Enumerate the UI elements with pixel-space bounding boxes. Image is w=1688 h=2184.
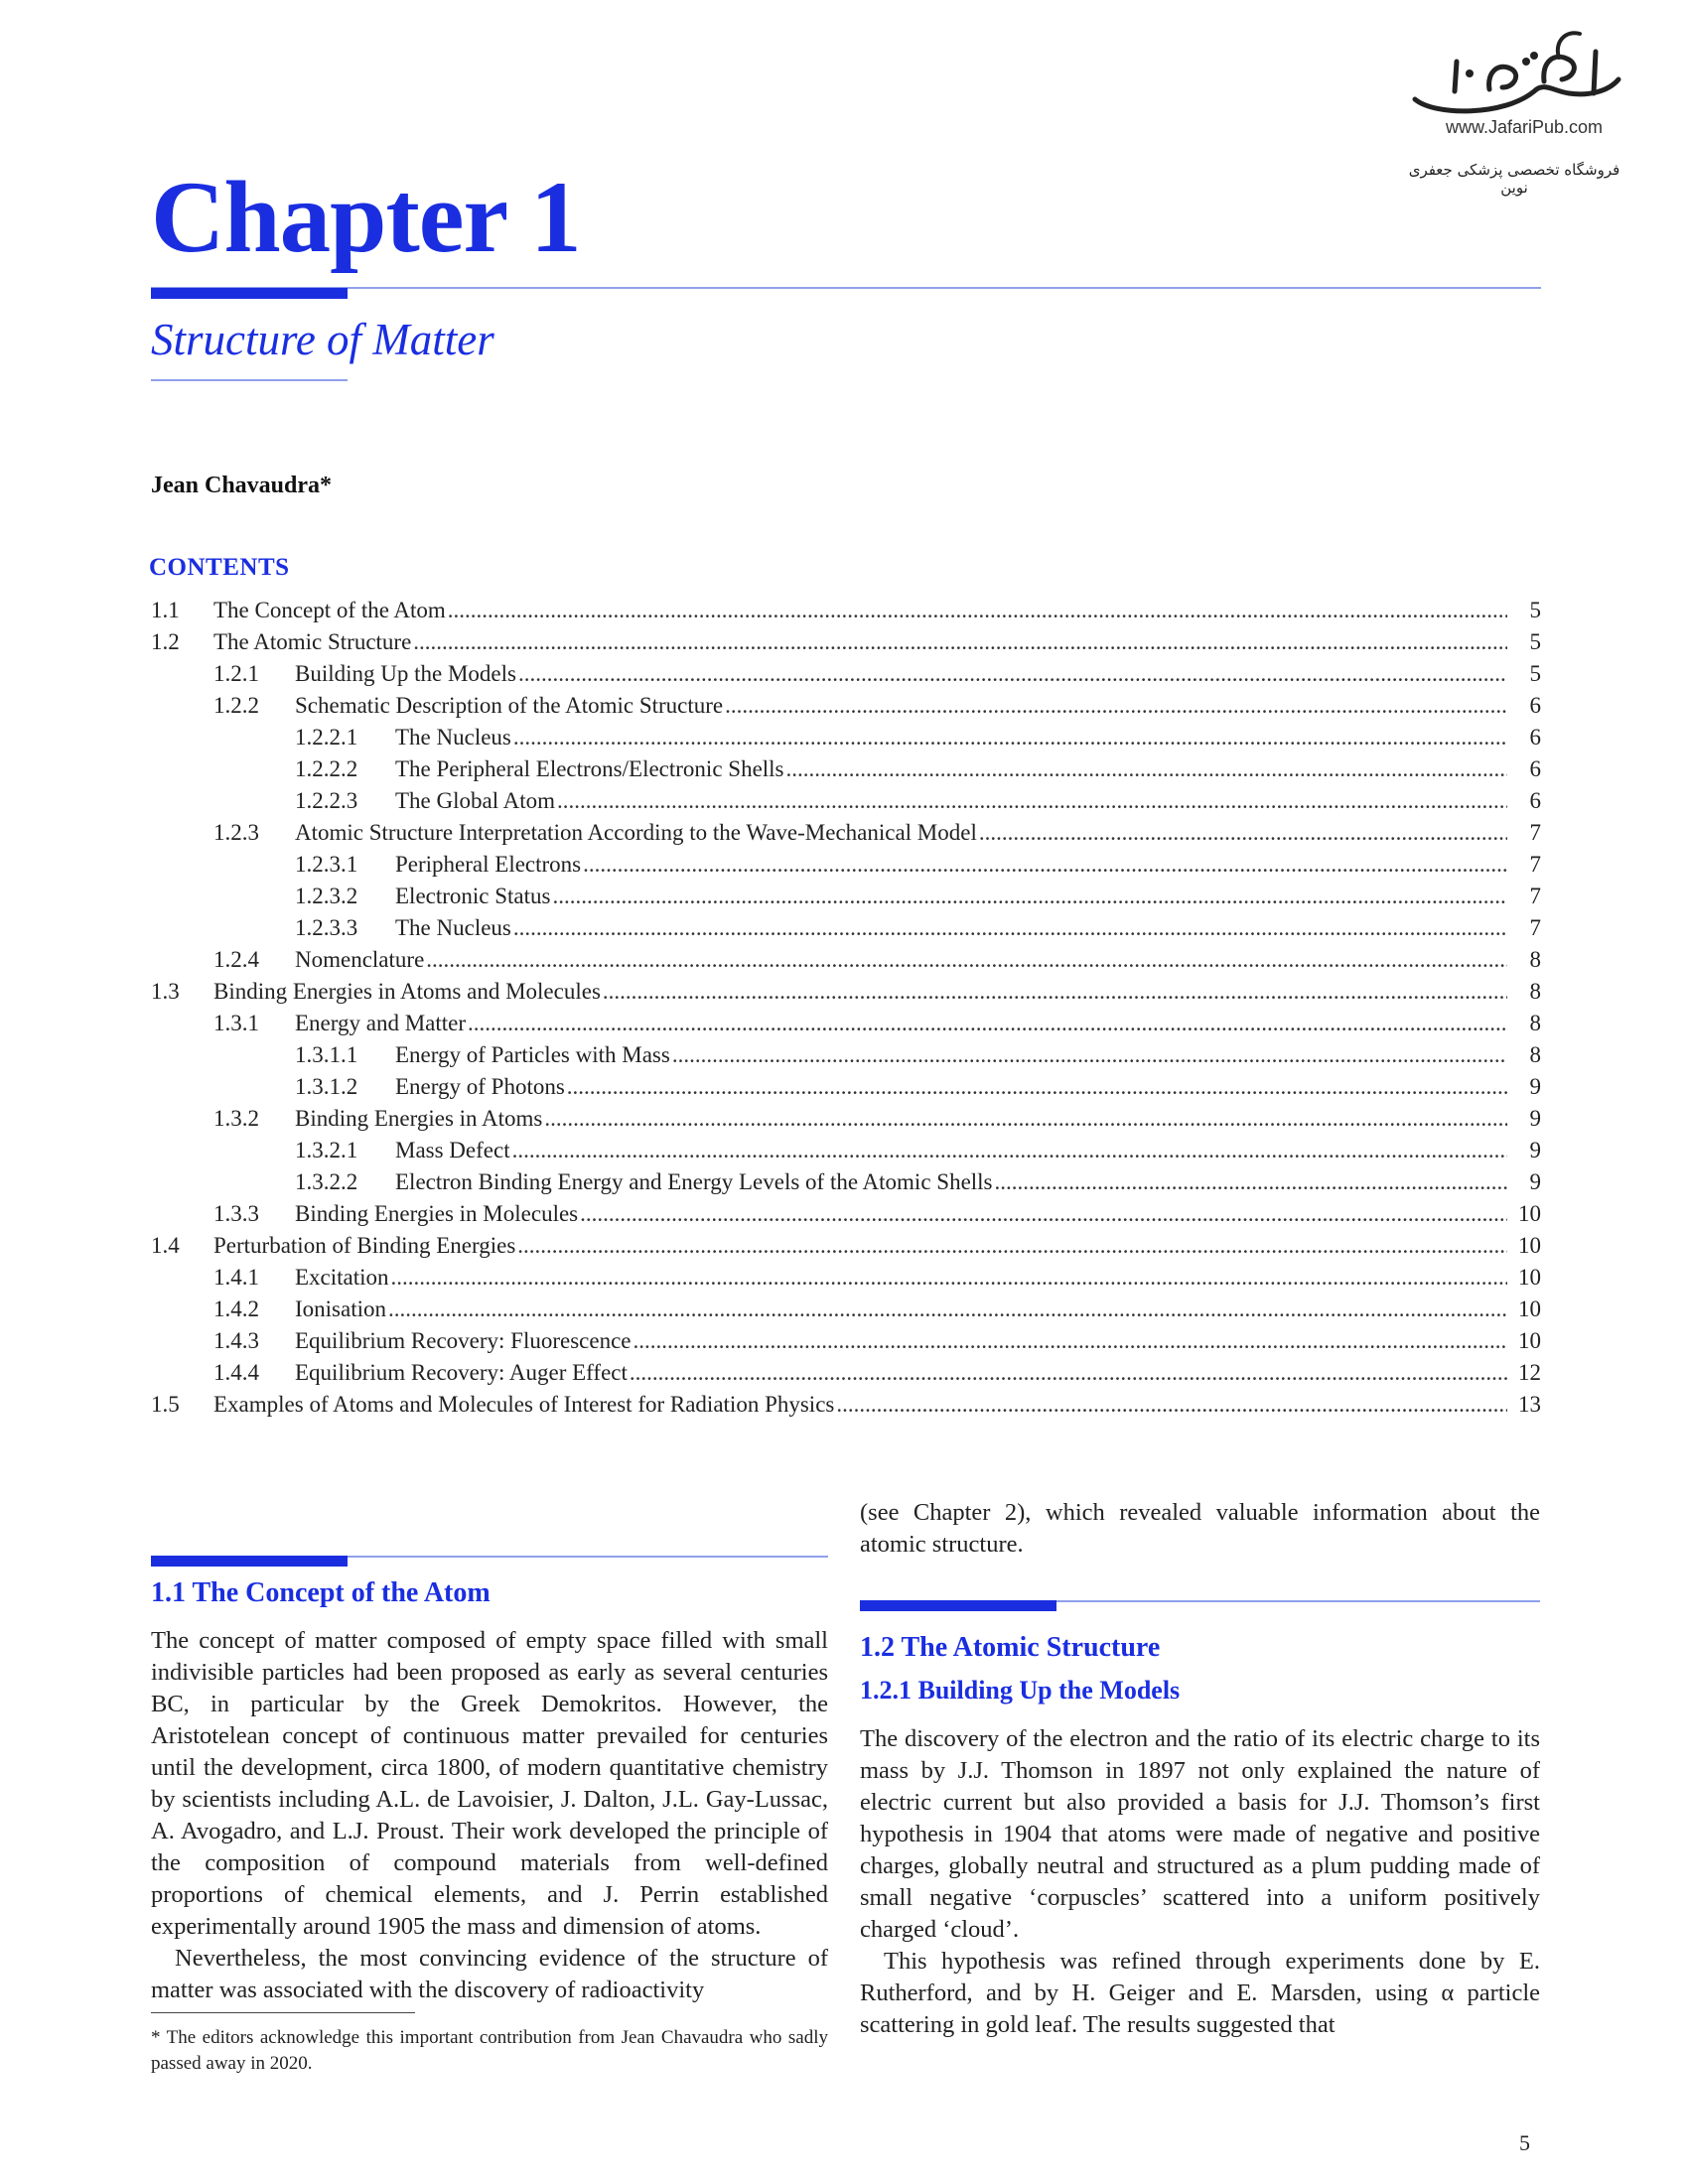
toc-entry-title: Atomic Structure Interpretation According to the Wave-Mechanical Model: [295, 817, 979, 849]
toc-entry-title: Binding Energies in Atoms: [295, 1103, 544, 1135]
toc-entry-title: Mass Defect: [395, 1135, 512, 1166]
toc-entry-number: 1.3.1.1: [295, 1042, 358, 1067]
paragraph: This hypothesis was refined through experiments done by E. Rutherford, and by H. Geiger and E. Marsden, using α particle scattering in gold leaf. The results suggested that: [860, 1948, 1540, 2038]
toc-entry[interactable]: [151, 1198, 1541, 1230]
section-rule: [860, 1600, 1540, 1614]
toc-entry-leader: [295, 944, 1507, 976]
toc-dot-leader: [672, 1039, 1507, 1071]
toc-entry-leader: [295, 817, 1507, 849]
left-column: [151, 1556, 828, 2006]
toc-entry-page: 10: [1518, 1297, 1541, 1321]
calligraphy-logo-icon: [1395, 22, 1633, 121]
toc-entry-title: Schematic Description of the Atomic Structure: [295, 690, 725, 722]
toc-entry-leader: [395, 849, 1507, 881]
toc-entry-title: Building Up the Models: [295, 658, 518, 690]
section-heading-1-2: 1.2 The Atomic Structure: [860, 1632, 1161, 1663]
toc-entry[interactable]: [151, 817, 1541, 849]
toc-entry[interactable]: [151, 1071, 1541, 1103]
toc-entry-title: Peripheral Electrons: [395, 849, 583, 881]
toc-entry-page: 10: [1518, 1265, 1541, 1290]
toc-entry-number: 1.4.3: [213, 1328, 259, 1353]
toc-entry-page: 6: [1529, 788, 1541, 813]
toc-entry-page: 9: [1529, 1169, 1541, 1194]
toc-entry-page: 10: [1518, 1201, 1541, 1226]
toc-entry-title: The Global Atom: [395, 785, 557, 817]
author-name: Jean Chavaudra*: [151, 473, 333, 498]
toc-entry[interactable]: [151, 1008, 1541, 1039]
toc-entry-leader: [295, 1008, 1507, 1039]
toc-entry-number: 1.2: [151, 629, 180, 654]
toc-entry[interactable]: [151, 1166, 1541, 1198]
toc-entry-title: Perturbation of Binding Energies: [213, 1230, 517, 1262]
toc-dot-leader: [413, 626, 1507, 658]
toc-entry-leader: [395, 1166, 1507, 1198]
toc-dot-leader: [557, 785, 1507, 817]
chapter-rule-thick: [151, 288, 348, 299]
toc-dot-leader: [517, 1230, 1507, 1262]
toc-entry-page: 13: [1518, 1392, 1541, 1417]
toc-dot-leader: [979, 817, 1507, 849]
chapter-title: Chapter 1: [151, 161, 581, 274]
toc-entry-leader: [395, 753, 1507, 785]
toc-entry-leader: [295, 1198, 1507, 1230]
footnote: * The editors acknowledge this important contribution from Jean Chavaudra who sadly passed away in 2020.: [151, 2027, 828, 2074]
toc-entry-number: 1.4: [151, 1233, 180, 1258]
toc-entry-number: 1.4.2: [213, 1297, 259, 1321]
toc-dot-leader: [448, 595, 1507, 626]
toc-entry-title: Energy and Matter: [295, 1008, 468, 1039]
toc-entry-page: 7: [1529, 820, 1541, 845]
toc-entry-page: 5: [1529, 598, 1541, 622]
toc-entry[interactable]: [151, 1039, 1541, 1071]
toc-entry[interactable]: [151, 595, 1541, 626]
toc-entry[interactable]: [151, 722, 1541, 753]
toc-entry-title: Electronic Status: [395, 881, 553, 912]
toc-entry[interactable]: [151, 1389, 1541, 1421]
toc-entry-leader: [295, 1357, 1507, 1389]
toc-entry-leader: [395, 1071, 1507, 1103]
toc-entry[interactable]: [151, 849, 1541, 881]
toc-dot-leader: [603, 976, 1507, 1008]
table-of-contents: [151, 595, 1541, 1421]
toc-dot-leader: [553, 881, 1508, 912]
toc-entry-number: 1.3.2.2: [295, 1169, 358, 1194]
toc-entry-leader: [295, 658, 1507, 690]
toc-dot-leader: [583, 849, 1507, 881]
toc-entry-title: Examples of Atoms and Molecules of Interest for Radiation Physics: [213, 1389, 836, 1421]
toc-entry-number: 1.1: [151, 598, 180, 622]
toc-entry[interactable]: [151, 881, 1541, 912]
toc-entry-title: The Nucleus: [395, 722, 513, 753]
footnote-rule: [151, 2012, 415, 2013]
toc-dot-leader: [786, 753, 1507, 785]
section-heading-1-1: 1.1 The Concept of the Atom: [151, 1577, 491, 1608]
toc-entry-number: 1.4.4: [213, 1360, 259, 1385]
toc-entry-number: 1.2.3: [213, 820, 259, 845]
toc-dot-leader: [513, 912, 1507, 944]
toc-entry[interactable]: [151, 1262, 1541, 1294]
toc-dot-leader: [633, 1325, 1507, 1357]
toc-entry-number: 1.3.2.1: [295, 1138, 358, 1162]
toc-entry-title: Equilibrium Recovery: Fluorescence: [295, 1325, 633, 1357]
toc-entry-leader: [213, 1230, 1507, 1262]
toc-entry-leader: [295, 1262, 1507, 1294]
toc-dot-leader: [544, 1103, 1507, 1135]
toc-entry-page: 9: [1529, 1106, 1541, 1131]
toc-entry-title: Equilibrium Recovery: Auger Effect: [295, 1357, 630, 1389]
toc-entry-number: 1.5: [151, 1392, 180, 1417]
toc-dot-leader: [567, 1071, 1507, 1103]
toc-entry-number: 1.2.1: [213, 661, 259, 686]
toc-entry-page: 5: [1529, 661, 1541, 686]
toc-entry-page: 7: [1529, 852, 1541, 877]
toc-entry-number: 1.2.3.2: [295, 884, 358, 908]
toc-entry-title: Energy of Particles with Mass: [395, 1039, 672, 1071]
publisher-url[interactable]: www.JafariPub.com: [1445, 117, 1604, 137]
toc-dot-leader: [518, 658, 1507, 690]
toc-entry-leader: [395, 722, 1507, 753]
paragraph: The discovery of the electron and the ratio of its electric charge to its mass by J.J. Thomson in 1897 not only explained the nature of electric current but also provided a basis for J.J. Thomson’s first hypothesis in 1904 that atoms were made of negative and positive charges, globally neutral and structured as a plum pudding made of small negative ‘corpuscles’ scattered into a uniform positively charged ‘cloud’.: [860, 1725, 1540, 1943]
toc-entry-page: 5: [1529, 629, 1541, 654]
toc-dot-leader: [995, 1166, 1507, 1198]
paragraph: The concept of matter composed of empty space filled with small indivisible particles had been proposed as early as several centuries BC, in particular by the Greek Demokritos. However, the Aristotelean concept of continuous matter prevailed for centuries until the development, circa 1800, of modern quantitative chemistry by scientists including A.L. de Lavoisier, J. Dalton, J.L. Gay-Lussac, A. Avogadro, and L.J. Proust. Their work developed the principle of the composition of compound materials from well-defined proportions of chemical elements, and J. Perrin established experimentally around 1905 the mass and dimension of atoms.: [151, 1627, 828, 1940]
publisher-tagline: فروشگاه تخصصی پزشکی جعفری نوین: [1408, 161, 1620, 197]
toc-entry-title: The Concept of the Atom: [213, 595, 448, 626]
toc-dot-leader: [630, 1357, 1507, 1389]
toc-entry-page: 9: [1529, 1074, 1541, 1099]
toc-entry-number: 1.3: [151, 979, 180, 1004]
toc-entry[interactable]: [151, 1357, 1541, 1389]
toc-entry[interactable]: [151, 658, 1541, 690]
toc-dot-leader: [513, 722, 1507, 753]
toc-entry-leader: [213, 1389, 1507, 1421]
toc-entry[interactable]: [151, 944, 1541, 976]
toc-dot-leader: [426, 944, 1507, 976]
toc-entry-title: Binding Energies in Atoms and Molecules: [213, 976, 603, 1008]
toc-entry-number: 1.2.2.3: [295, 788, 358, 813]
toc-entry-leader: [295, 1294, 1507, 1325]
toc-entry-leader: [395, 912, 1507, 944]
toc-dot-leader: [836, 1389, 1507, 1421]
toc-entry-leader: [213, 976, 1507, 1008]
toc-dot-leader: [725, 690, 1507, 722]
page-number: 5: [1519, 2130, 1530, 2155]
toc-entry-title: Excitation: [295, 1262, 391, 1294]
subtitle-rule: [151, 379, 348, 381]
toc-entry[interactable]: [151, 690, 1541, 722]
toc-entry-page: 6: [1529, 756, 1541, 781]
toc-entry[interactable]: [151, 1325, 1541, 1357]
toc-dot-leader: [512, 1135, 1507, 1166]
subsection-heading-1-2-1: 1.2.1 Building Up the Models: [860, 1676, 1181, 1705]
toc-entry-number: 1.3.3: [213, 1201, 259, 1226]
toc-entry-leader: [395, 1039, 1507, 1071]
toc-entry-page: 8: [1529, 979, 1541, 1004]
toc-entry-title: Electron Binding Energy and Energy Levels of the Atomic Shells: [395, 1166, 995, 1198]
toc-entry-leader: [213, 626, 1507, 658]
toc-entry-title: The Atomic Structure: [213, 626, 413, 658]
toc-entry-title: Binding Energies in Molecules: [295, 1198, 580, 1230]
right-column: [860, 1497, 1540, 2041]
toc-entry[interactable]: [151, 753, 1541, 785]
toc-entry-page: 12: [1518, 1360, 1541, 1385]
toc-entry-leader: [213, 595, 1507, 626]
toc-entry-leader: [395, 785, 1507, 817]
toc-entry[interactable]: [151, 976, 1541, 1008]
toc-entry-leader: [395, 1135, 1507, 1166]
toc-entry-title: The Nucleus: [395, 912, 513, 944]
toc-entry-page: 6: [1529, 725, 1541, 750]
contents-heading: CONTENTS: [149, 554, 290, 581]
toc-entry-title: The Peripheral Electrons/Electronic Shells: [395, 753, 786, 785]
toc-entry-title: Ionisation: [295, 1294, 388, 1325]
toc-dot-leader: [391, 1262, 1507, 1294]
toc-entry-title: Nomenclature: [295, 944, 426, 976]
toc-entry-leader: [395, 881, 1507, 912]
toc-entry-number: 1.3.2: [213, 1106, 259, 1131]
section-rule: [151, 1556, 828, 1570]
toc-entry-page: 10: [1518, 1328, 1541, 1353]
toc-entry-number: 1.2.2: [213, 693, 259, 718]
toc-entry-number: 1.3.1.2: [295, 1074, 358, 1099]
toc-dot-leader: [468, 1008, 1507, 1039]
paragraph: Nevertheless, the most convincing evidence of the structure of matter was associated with the discovery of radioactivity: [151, 1945, 828, 2003]
publisher-logo: [1395, 22, 1633, 197]
toc-entry[interactable]: [151, 785, 1541, 817]
toc-entry[interactable]: [151, 912, 1541, 944]
toc-entry-number: 1.2.4: [213, 947, 259, 972]
toc-entry-number: 1.2.3.3: [295, 915, 358, 940]
toc-entry[interactable]: [151, 626, 1541, 658]
toc-entry-number: 1.2.2.1: [295, 725, 358, 750]
toc-entry-leader: [295, 690, 1507, 722]
toc-entry-page: 6: [1529, 693, 1541, 718]
chapter-rule-thin: [151, 287, 1541, 289]
toc-entry-page: 10: [1518, 1233, 1541, 1258]
chapter-subtitle: Structure of Matter: [151, 315, 494, 364]
toc-dot-leader: [388, 1294, 1507, 1325]
toc-entry-leader: [295, 1325, 1507, 1357]
toc-entry-number: 1.2.3.1: [295, 852, 358, 877]
toc-entry-leader: [295, 1103, 1507, 1135]
toc-entry[interactable]: [151, 1103, 1541, 1135]
toc-entry-page: 9: [1529, 1138, 1541, 1162]
toc-entry-title: Energy of Photons: [395, 1071, 567, 1103]
toc-entry[interactable]: [151, 1135, 1541, 1166]
toc-entry-number: 1.3.1: [213, 1011, 259, 1035]
toc-entry-page: 7: [1529, 884, 1541, 908]
toc-dot-leader: [580, 1198, 1507, 1230]
toc-entry-page: 8: [1529, 947, 1541, 972]
toc-entry-number: 1.2.2.2: [295, 756, 358, 781]
toc-entry[interactable]: [151, 1230, 1541, 1262]
toc-entry-page: 8: [1529, 1042, 1541, 1067]
toc-entry-number: 1.4.1: [213, 1265, 259, 1290]
paragraph: (see Chapter 2), which revealed valuable information about the atomic structure.: [860, 1499, 1540, 1558]
toc-entry-page: 8: [1529, 1011, 1541, 1035]
toc-entry-page: 7: [1529, 915, 1541, 940]
toc-entry[interactable]: [151, 1294, 1541, 1325]
